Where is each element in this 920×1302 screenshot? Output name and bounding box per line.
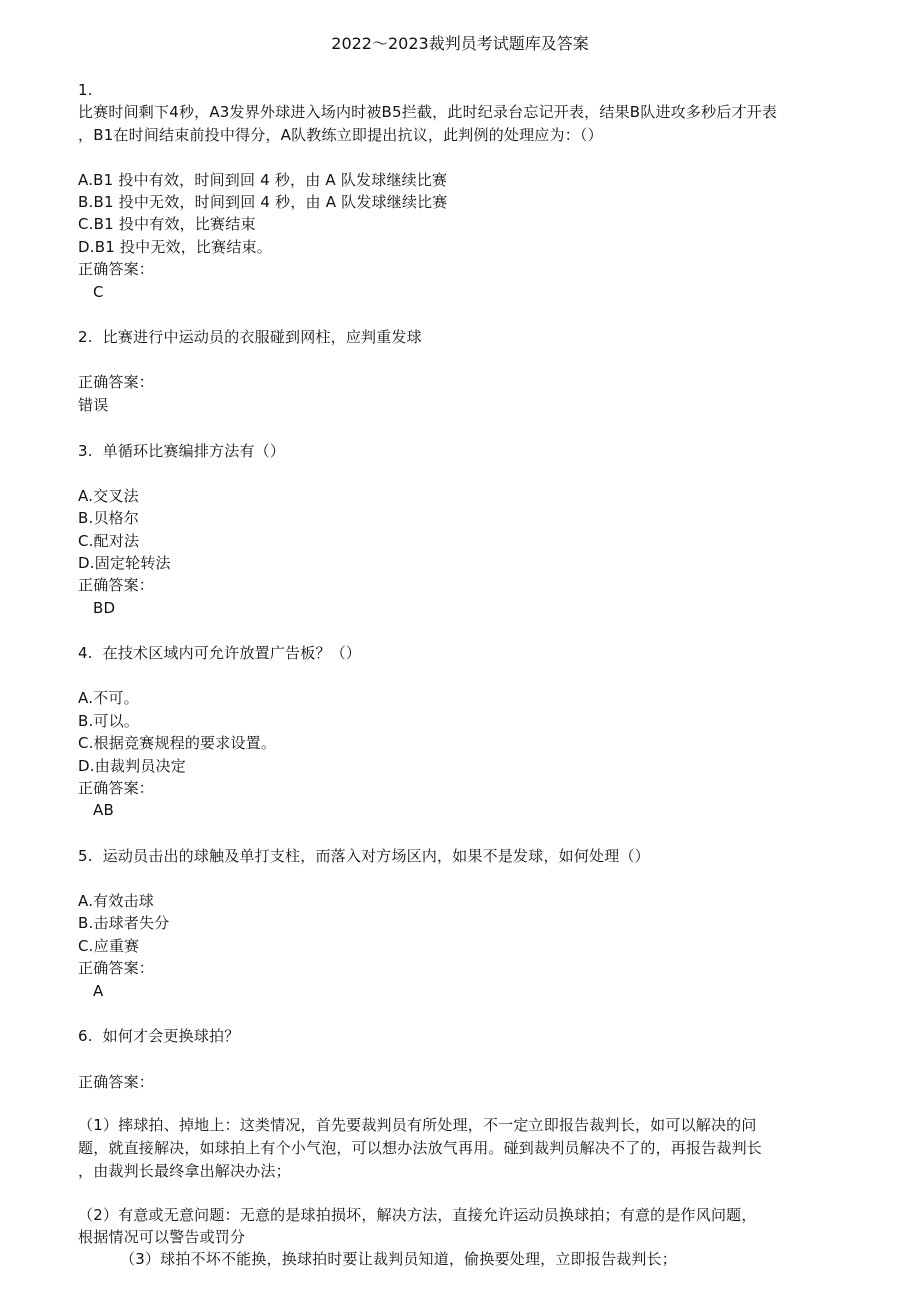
question-1-stem-line: 比赛时间剩下4秒，A3发界外球进入场内时被B5拦截，此时纪录台忘记开表，结果B队进攻多秒后才开表 (78, 103, 778, 121)
question-4-number: 4. (78, 644, 93, 662)
question-4-option-d: D.由裁判员决定 (78, 757, 186, 775)
question-3-stem (78, 441, 285, 461)
question-3-text: 单循环比赛编排方法有（） (102, 442, 286, 460)
question-6-answer-line: 根据情况可以警告或罚分 (78, 1228, 246, 1246)
question-4-option-c: C.根据竞赛规程的要求设置。 (78, 734, 277, 752)
answer-label: 正确答案： (78, 576, 155, 594)
question-5-answer: A (93, 982, 104, 1000)
question-2-answer: 错误 (78, 396, 109, 414)
document-title: 2022～2023裁判员考试题库及答案 (331, 34, 589, 53)
question-1-option-c: C.B1 投中有效，比赛结束 (78, 215, 256, 233)
question-6-answer-line: （3）球拍不坏不能换，换球拍时要让裁判员知道，偷换要处理，立即报告裁判长； (120, 1250, 677, 1268)
question-4-text: 在技术区域内可允许放置广告板？（） (102, 644, 362, 662)
question-1-option-d: D.B1 投中无效，比赛结束。 (78, 238, 272, 256)
answer-label: 正确答案： (78, 373, 155, 391)
question-1-option-a: A.B1 投中有效，时间到回 4 秒，由 A 队发球继续比赛 (78, 171, 448, 189)
answer-label: 正确答案： (78, 959, 155, 977)
question-2-number: 2. (78, 328, 93, 346)
question-6-stem (78, 1026, 239, 1046)
question-6-answer-line: （2）有意或无意问题：无意的是球拍损坏，解决方法，直接允许运动员换球拍；有意的是作风问题， (78, 1206, 757, 1224)
question-4-option-a: A.不可。 (78, 689, 139, 707)
question-4-stem (78, 643, 361, 663)
question-3-option-d: D.固定轮转法 (78, 554, 171, 572)
answer-label: 正确答案： (78, 1073, 155, 1091)
question-5-stem (78, 846, 650, 866)
question-1-option-b: B.B1 投中无效，时间到回 4 秒，由 A 队发球继续比赛 (78, 193, 448, 211)
question-3-option-a: A.交叉法 (78, 487, 139, 505)
question-2-text: 比赛进行中运动员的衣服碰到网柱，应判重发球 (102, 328, 422, 346)
question-6-answer-line: 题，就直接解决，如球拍上有个小气泡，可以想办法放气再用。碰到裁判员解决不了的，再报告裁判长 (78, 1139, 763, 1157)
question-4-answer: AB (93, 801, 114, 819)
question-3-option-b: B.贝格尔 (78, 509, 140, 527)
question-3-number: 3. (78, 442, 93, 460)
question-5-option-c: C.应重赛 (78, 937, 140, 955)
question-6-number: 6. (78, 1027, 93, 1045)
question-2-stem (78, 327, 422, 347)
question-6-text: 如何才会更换球拍？ (102, 1027, 240, 1045)
question-5-text: 运动员击出的球触及单打支柱，而落入对方场区内，如果不是发球，如何处理（） (102, 847, 650, 865)
question-3-answer: BD (93, 599, 116, 617)
question-1-answer: C (93, 283, 104, 301)
question-4-option-b: B.可以。 (78, 712, 140, 730)
question-3-option-c: C.配对法 (78, 532, 140, 550)
question-5-option-b: B.击球者失分 (78, 914, 170, 932)
question-5-option-a: A.有效击球 (78, 892, 154, 910)
question-6-answer-line: （1）摔球拍、掉地上：这类情况，首先要裁判员有所处理，不一定立即报告裁判长，如可以解决的问 (78, 1116, 757, 1134)
question-5-number: 5. (78, 847, 93, 865)
question-6-answer-line: ，由裁判长最终拿出解决办法； (78, 1162, 291, 1180)
question-1-number: 1. (78, 81, 93, 99)
answer-label: 正确答案： (78, 260, 155, 278)
answer-label: 正确答案： (78, 779, 155, 797)
question-1-stem-line: ，B1在时间结束前投中得分，A队教练立即提出抗议，此判例的处理应为：（） (78, 126, 603, 144)
